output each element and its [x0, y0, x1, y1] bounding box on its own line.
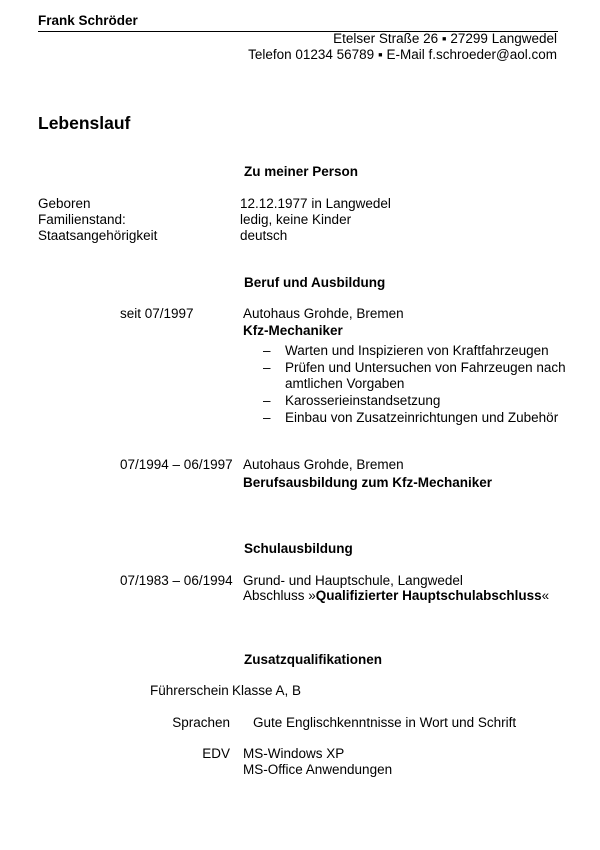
- degree-prefix: Abschluss »: [243, 588, 316, 603]
- marital-status-label: Familienstand:: [38, 212, 126, 227]
- section-heading-person: Zu meiner Person: [244, 164, 359, 179]
- birth-label: Geboren: [38, 196, 91, 211]
- task-item: Karosserieinstandsetzung: [285, 393, 441, 408]
- marital-status-value: ledig, keine Kinder: [240, 212, 352, 227]
- degree-suffix: «: [541, 588, 550, 603]
- languages-value: Gute Englischkenntnisse in Wort und Schrift: [253, 715, 517, 730]
- bullet-dash: –: [263, 393, 271, 408]
- license-label: Führerschein: [150, 683, 229, 698]
- career-entry-company: Autohaus Grohde, Bremen: [243, 457, 404, 472]
- it-value: MS-Windows XP: [243, 746, 345, 761]
- languages-label: Sprachen: [172, 715, 230, 730]
- address-line: Etelser Straße 26 ▪ 27299 Langwedel: [333, 31, 557, 46]
- career-entry-role: Kfz-Mechaniker: [243, 323, 343, 338]
- section-heading-school: Schulausbildung: [244, 541, 353, 556]
- career-entry-date: seit 07/1997: [120, 306, 194, 321]
- it-value: MS-Office Anwendungen: [243, 762, 393, 777]
- bullet-dash: –: [263, 360, 271, 375]
- bullet-dash: –: [263, 343, 271, 358]
- career-entry-company: Autohaus Grohde, Bremen: [243, 306, 404, 321]
- nationality-value: deutsch: [240, 228, 288, 243]
- applicant-name: Frank Schröder: [38, 13, 138, 28]
- career-entry-date: 07/1994 – 06/1997: [120, 457, 233, 472]
- school-name: Grund- und Hauptschule, Langwedel: [243, 573, 463, 588]
- task-item: Warten und Inspizieren von Kraftfahrzeugen: [285, 343, 549, 358]
- career-entry-role: Berufsausbildung zum Kfz-Mechaniker: [243, 475, 493, 490]
- task-item: Prüfen und Untersuchen von Fahrzeugen nach amtlichen Vorgaben: [285, 360, 566, 391]
- section-heading-qualifications: Zusatzqualifikationen: [244, 652, 383, 667]
- contact-line: Telefon 01234 56789 ▪ E-Mail f.schroeder@aol.com: [248, 47, 557, 62]
- degree-title: Qualifizierter Hauptschulabschluss: [315, 588, 542, 603]
- school-date: 07/1983 – 06/1994: [120, 573, 233, 588]
- task-item: Einbau von Zusatzeinrichtungen und Zubehör: [285, 410, 559, 425]
- it-label: EDV: [202, 746, 230, 761]
- nationality-label: Staatsangehörigkeit: [38, 228, 158, 243]
- document-title: Lebenslauf: [38, 113, 131, 133]
- bullet-dash: –: [263, 410, 271, 425]
- school-degree: [243, 588, 549, 604]
- section-heading-career: Beruf und Ausbildung: [244, 275, 386, 290]
- birth-value: 12.12.1977 in Langwedel: [240, 196, 391, 211]
- license-value: Klasse A, B: [232, 683, 302, 698]
